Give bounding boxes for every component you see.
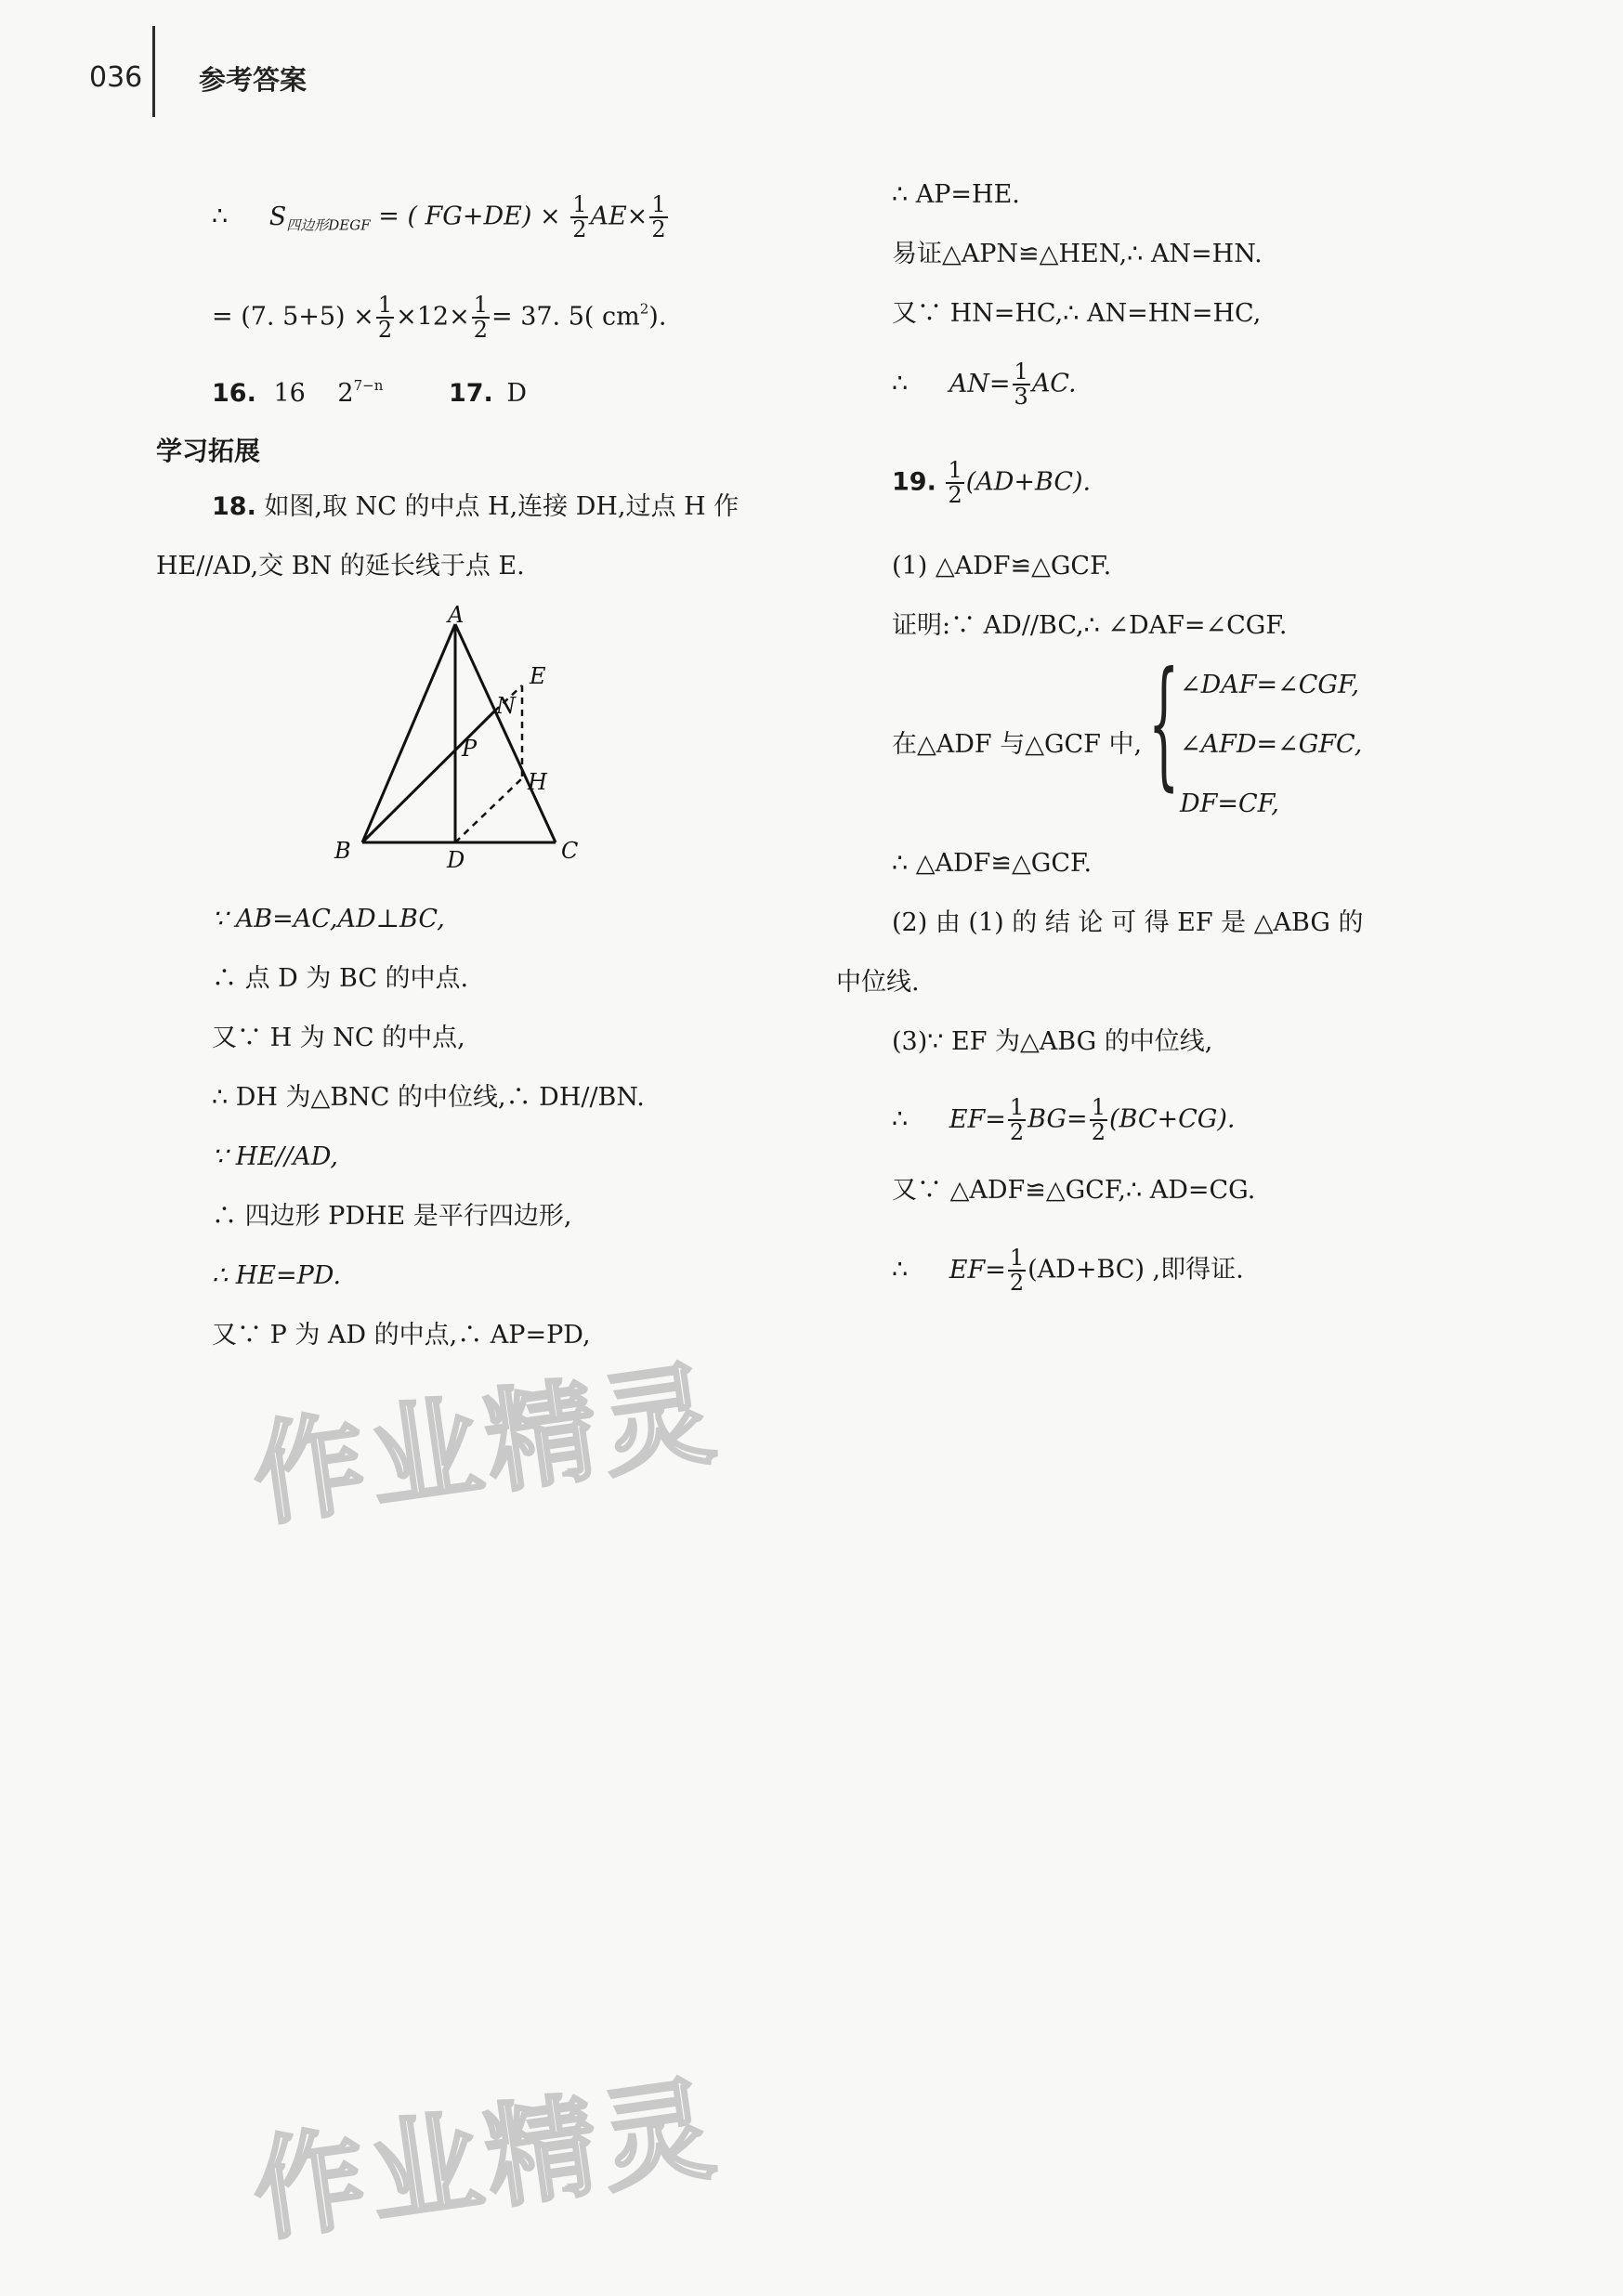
label-n: N: [496, 693, 516, 719]
area-subscript: 四边形DEGF: [286, 216, 371, 234]
expr-lhs: AN=: [949, 369, 1011, 398]
right-line-3: 又∵ HN=HC,∴ AN=HN=HC,: [892, 299, 1262, 328]
label-c: C: [561, 838, 579, 864]
therefore-symbol: ∴: [892, 1255, 909, 1285]
answer-16a: 16: [273, 379, 306, 408]
frac-den: 2: [473, 317, 488, 344]
page-number: 036: [89, 61, 143, 94]
expr-end: = 37. 5( cm: [491, 302, 640, 332]
frac-den: 2: [572, 216, 587, 243]
fraction-half: [649, 193, 667, 241]
proof-line-7: ∴ HE=PD.: [212, 1261, 342, 1290]
label-d: D: [447, 847, 465, 873]
segment-ab: [362, 624, 455, 842]
expr-lhs: EF=: [949, 1255, 1006, 1285]
proof-line-2: ∴ 点 D 为 BC 的中点.: [212, 964, 469, 993]
answer-16b-exponent: 7−n: [353, 377, 384, 394]
fraction-half: [1008, 1246, 1026, 1295]
watermark: 作业精灵: [245, 1349, 727, 1543]
frac-den: 2: [1009, 1270, 1025, 1297]
therefore-symbol: ∴: [892, 1104, 909, 1134]
expr-mid: ×12×: [396, 302, 470, 332]
question-number-19: 19.: [892, 467, 936, 497]
proof-line-4: ∴ DH 为△BNC 的中位线,∴ DH//BN.: [212, 1083, 645, 1112]
expr-close: ).: [648, 302, 667, 332]
fraction-half: [946, 459, 963, 507]
q18-line-1: [212, 494, 739, 519]
right-line-14: 又∵ △ADF≌△GCF,∴ AD=CG.: [892, 1176, 1256, 1205]
therefore-symbol: ∴: [892, 369, 909, 398]
frac-den: 2: [651, 216, 666, 243]
left-line-1: [212, 193, 670, 241]
frac-num: 1: [1014, 359, 1028, 385]
fraction-half: [376, 294, 394, 342]
question-number-16: 16.: [212, 379, 256, 408]
expr-rest: (AD+BC) ,即得证.: [1027, 1255, 1244, 1285]
question-number-17: 17.: [448, 379, 493, 408]
label-p: P: [462, 736, 478, 762]
condition-1: ∠DAF=∠CGF,: [1180, 671, 1360, 699]
frac-den: 2: [377, 317, 393, 344]
right-line-11: 中位线.: [836, 968, 920, 997]
right-line-7: 证明:∵ AD//BC,∴ ∠DAF=∠CGF.: [892, 611, 1288, 640]
label-h: H: [528, 769, 547, 795]
proof-line-5: ∵ HE//AD,: [212, 1142, 338, 1171]
segment-dh-dashed: [455, 778, 522, 842]
left-brace: {: [1148, 643, 1180, 804]
fraction-half: [472, 294, 490, 342]
right-line-6: (1) △ADF≌△GCF.: [892, 552, 1112, 581]
frac-num: 1: [948, 457, 962, 483]
expr-lhs: EF=: [949, 1104, 1006, 1134]
expr-start: = (7. 5+5) ×: [212, 302, 374, 332]
frac-num: 1: [1009, 1094, 1025, 1120]
left-line-2: [212, 294, 666, 342]
superscript: 2: [639, 300, 649, 318]
frac-den: 2: [1091, 1119, 1106, 1146]
frac-num: 1: [473, 292, 488, 318]
page-title: 参考答案: [199, 64, 308, 96]
right-line-4: [892, 360, 1077, 409]
answer-17: D: [506, 379, 528, 408]
segment-ac: [455, 624, 556, 842]
section-heading: 学习拓展: [156, 436, 261, 466]
header-divider: [152, 26, 155, 117]
condition-3: DF=CF,: [1180, 789, 1279, 818]
label-b: B: [334, 838, 351, 864]
answer-16b-base: 2: [337, 379, 354, 408]
frac-num: 1: [572, 191, 587, 217]
right-line-13: [892, 1096, 1235, 1144]
expr-mid: BG=: [1027, 1104, 1088, 1134]
right-line-12: (3)∵ EF 为△ABG 的中位线,: [892, 1027, 1213, 1056]
proof-line-8: 又∵ P 为 AD 的中点,∴ AP=PD,: [212, 1321, 591, 1350]
frac-num: 1: [1091, 1094, 1106, 1120]
frac-den: 3: [1014, 384, 1028, 411]
proof-line-1: ∵ AB=AC,AD⊥BC,: [212, 905, 445, 933]
fraction-third: [1013, 360, 1030, 409]
fraction-half: [1008, 1096, 1026, 1144]
frac-den: 2: [1009, 1119, 1025, 1146]
frac-num: 1: [651, 191, 666, 217]
expr-ae: AE×: [590, 202, 648, 231]
expr-rest: (AD+BC).: [965, 467, 1092, 497]
frac-num: 1: [1009, 1245, 1025, 1271]
triangle-figure: [325, 604, 595, 873]
fraction-half: [1090, 1096, 1107, 1144]
condition-2: ∠AFD=∠GFC,: [1180, 730, 1363, 759]
proof-line-3: 又∵ H 为 NC 的中点,: [212, 1024, 465, 1052]
proof-line-6: ∴ 四边形 PDHE 是平行四边形,: [212, 1202, 572, 1231]
right-line-15: [892, 1246, 1244, 1295]
frac-num: 1: [377, 292, 393, 318]
label-e: E: [530, 663, 546, 689]
left-line-3: [212, 379, 527, 406]
right-line-5: [892, 459, 1091, 507]
right-line-9: ∴ △ADF≌△GCF.: [892, 849, 1093, 878]
area-symbol: S: [268, 202, 287, 231]
therefore-symbol: ∴: [212, 202, 229, 231]
frac-den: 2: [948, 482, 962, 509]
right-line-10: (2) 由 (1) 的 结 论 可 得 EF 是 △ABG 的: [892, 908, 1364, 937]
fraction-half: [570, 193, 588, 241]
system-lead: 在△ADF 与△GCF 中,: [892, 730, 1143, 759]
label-a: A: [448, 604, 465, 628]
q18-line-2: HE//AD,交 BN 的延长线于点 E.: [156, 552, 525, 581]
right-line-1: ∴ AP=HE.: [892, 180, 1020, 209]
q18-text: 如图,取 NC 的中点 H,连接 DH,过点 H 作: [264, 492, 740, 521]
expr-mid: = ( FG+DE) ×: [370, 202, 561, 231]
question-number-18: 18.: [212, 492, 256, 521]
watermark: 作业精灵: [245, 2064, 727, 2258]
expr-rest: (BC+CG).: [1108, 1104, 1236, 1134]
right-line-2: 易证△APN≌△HEN,∴ AN=HN.: [892, 240, 1263, 268]
expr-rhs: AC.: [1031, 369, 1077, 398]
